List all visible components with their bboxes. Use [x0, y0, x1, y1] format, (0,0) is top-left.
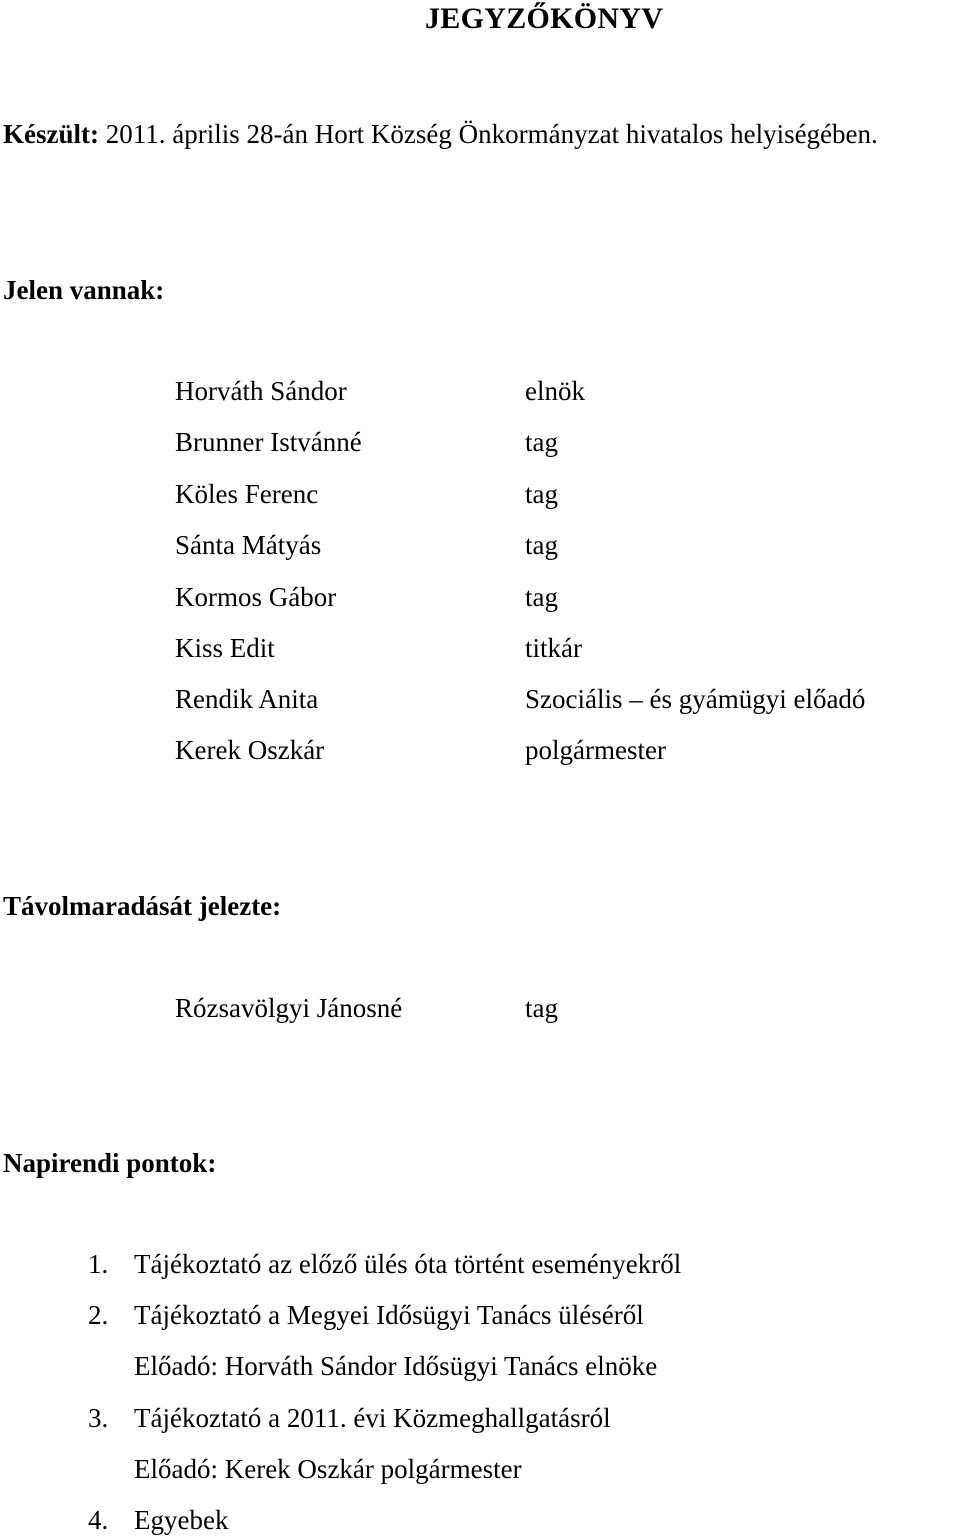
present-role: tag — [525, 530, 558, 560]
document-title: JEGYZŐKÖNYV — [425, 2, 664, 35]
absent-heading: Távolmaradását jelezte: — [3, 891, 282, 921]
present-name: Kormos Gábor — [175, 582, 337, 612]
present-role: tag — [525, 427, 558, 457]
present-name: Horváth Sándor — [175, 376, 347, 406]
present-role: tag — [525, 582, 558, 612]
present-role: elnök — [525, 376, 585, 406]
absent-role: tag — [525, 993, 558, 1023]
agenda-item-presenter: Előadó: Kerek Oszkár polgármester — [134, 1454, 522, 1484]
agenda-number: 1. — [88, 1249, 109, 1279]
present-name: Sánta Mátyás — [175, 530, 322, 560]
present-name: Rendik Anita — [175, 684, 319, 714]
present-role: tag — [525, 479, 558, 509]
present-role: polgármester — [525, 735, 666, 765]
agenda-number: 3. — [88, 1403, 109, 1433]
agenda-heading: Napirendi pontok: — [3, 1148, 217, 1178]
present-name: Brunner Istvánné — [175, 427, 362, 457]
agenda-item-text: Tájékoztató az előző ülés óta történt eseményekről — [134, 1249, 682, 1279]
present-heading: Jelen vannak: — [3, 275, 165, 305]
absent-name: Rózsavölgyi Jánosné — [175, 993, 403, 1023]
agenda-number: 4. — [88, 1505, 109, 1535]
made-text: 2011. április 28-án Hort Község Önkormányzat hivatalos helyiségében. — [98, 119, 878, 149]
agenda-item-text: Egyebek — [134, 1505, 229, 1535]
agenda-item-text: Tájékoztató a 2011. évi Közmeghallgatásról — [134, 1403, 611, 1433]
present-name: Kiss Edit — [175, 633, 275, 663]
present-name: Kerek Oszkár — [175, 735, 325, 765]
agenda-item-text: Tájékoztató a Megyei Idősügyi Tanács üléséről — [134, 1300, 644, 1330]
present-role: Szociális – és gyámügyi előadó — [525, 684, 866, 714]
present-name: Köles Ferenc — [175, 479, 319, 509]
made-label: Készült: — [3, 119, 99, 149]
agenda-item-presenter: Előadó: Horváth Sándor Idősügyi Tanács elnöke — [134, 1351, 658, 1381]
made-line — [3, 121, 878, 148]
agenda-number: 2. — [88, 1300, 109, 1330]
present-role: titkár — [525, 633, 582, 663]
